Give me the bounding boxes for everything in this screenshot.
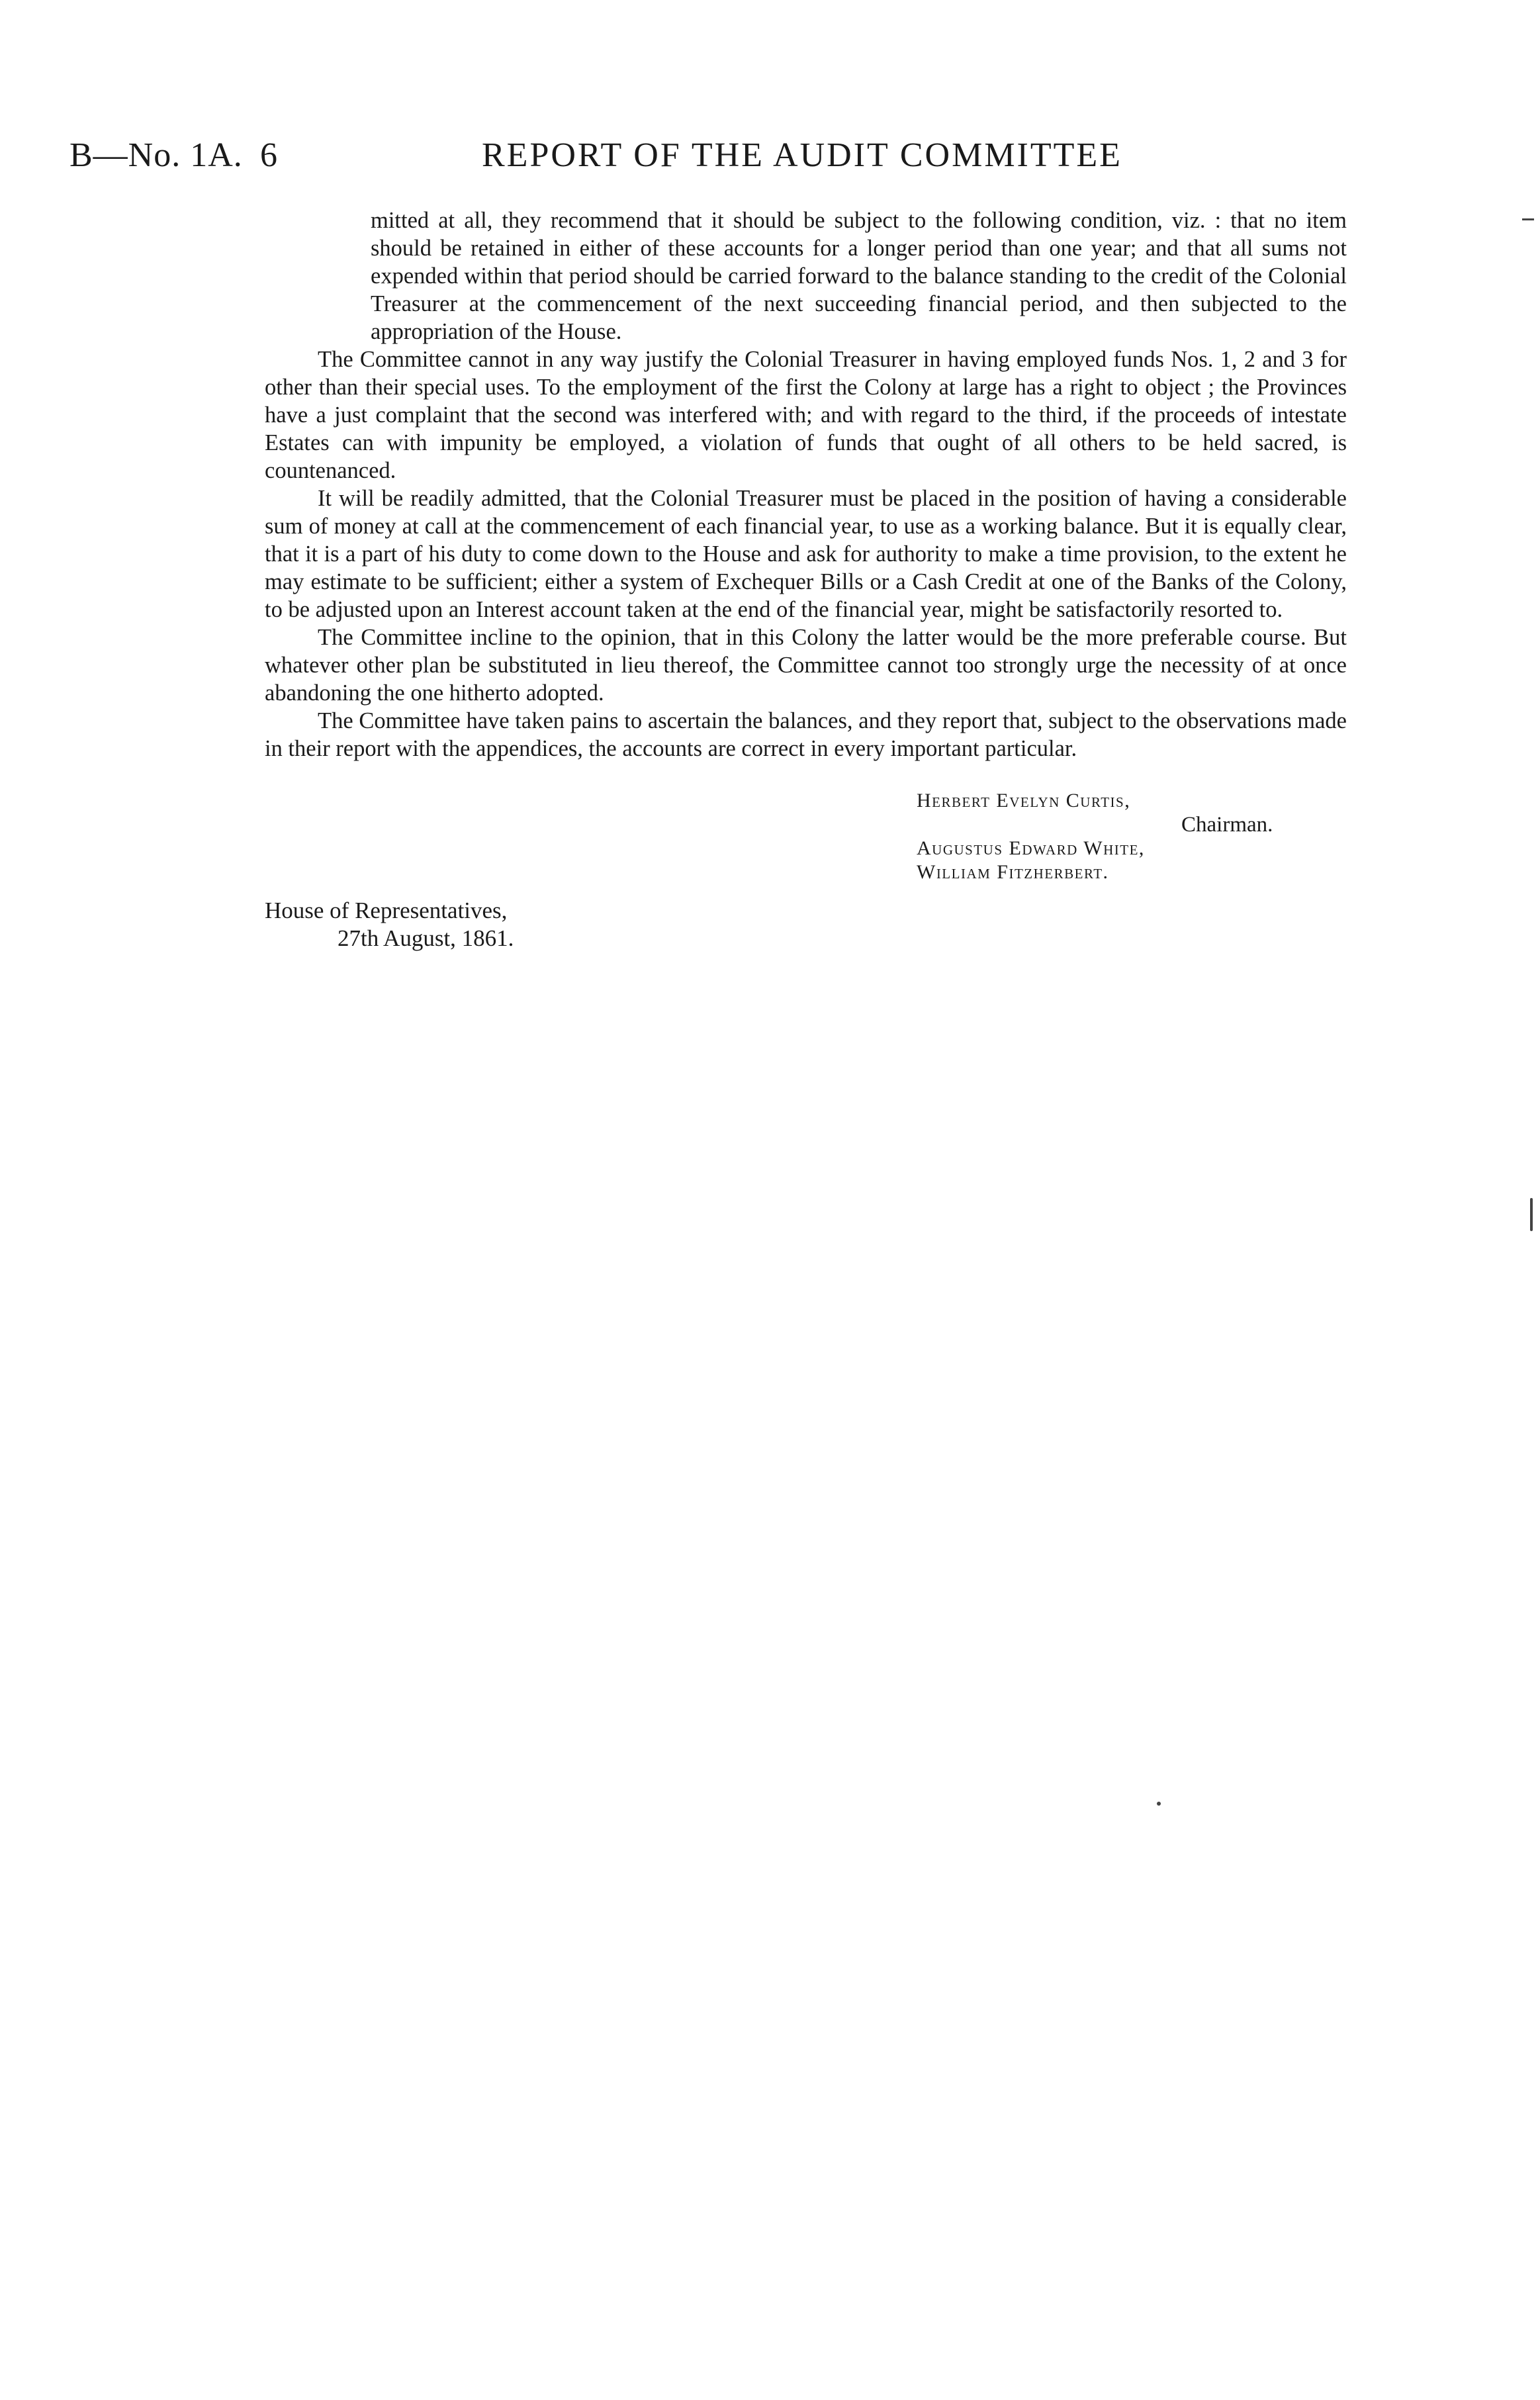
signature-member: Augustus Edward White, [917,837,1145,859]
paragraph-continued: mitted at all, they recommend that it should be subject to the following condition, viz. : that no item should be retained in either of these accounts for a longer period than one year; and that all sums not expended within that period should be carried forward to the balance standing to the credit of the Colonial Treasurer at the commencement of the next succeeding financial period, and then subjected to the appropriation of the House. [371,208,1347,344]
place-and-date [265,897,514,952]
scan-mark [1157,1802,1161,1806]
paragraph-opinion: The Committee incline to the opinion, that in this Colony the latter would be the more preferable course. But whatever other plan be substituted in lieu thereof, the Committee cannot too strongly urge the necessity of at once abandoning the one hitherto adopted. [265,625,1347,706]
scan-mark [1530,1198,1533,1231]
place-line: House of Representatives, [265,898,508,923]
signature-chairman: Herbert Evelyn Curtis, [917,790,1131,811]
scan-mark [1522,218,1534,220]
signature-chairman-role: Chairman. [1181,813,1273,837]
signature-block [917,789,1273,884]
page-header [0,136,1540,182]
paragraph-working-balance: It will be readily admitted, that the Colonial Treasurer must be placed in the position of having a considerable sum of money at call at the commencement of each financial year, to use as a working balance. But it is equally clear, that it is a part of his duty to come down to the House and ask for authority to make a time provision, to the extent he may estimate to be sufficient; either a system of Exchequer Bills or a Cash Credit at one of the Banks of the Colony, to be adjusted upon an Interest account taken at the end of the financial year, might be satisfactorily resorted to. [265,486,1347,622]
report-body [265,207,1347,762]
signature-member: William Fitzherbert. [917,861,1109,883]
document-reference: B—No. 1A. [69,136,243,174]
page-number: 6 [260,136,277,174]
paragraph-funds: The Committee cannot in any way justify the Colonial Treasurer in having employed funds Nos. 1, 2 and 3 for other than their special uses. To the employment of the first the Colony at large has a right to object ; the Provinces have a just complaint that the second was interfered with; and with regard to the third, if the proceeds of intestate Estates can with impunity be employed, a violation of funds that ought of all others to be held sacred, is countenanced. [265,347,1347,483]
page-title: REPORT OF THE AUDIT COMMITTEE [482,136,1122,174]
paragraph-balances: The Committee have taken pains to ascertain the balances, and they report that, subject to the observations made in their report with the appendices, the accounts are correct in every important particular. [265,708,1347,761]
date-line: 27th August, 1861. [338,925,514,951]
